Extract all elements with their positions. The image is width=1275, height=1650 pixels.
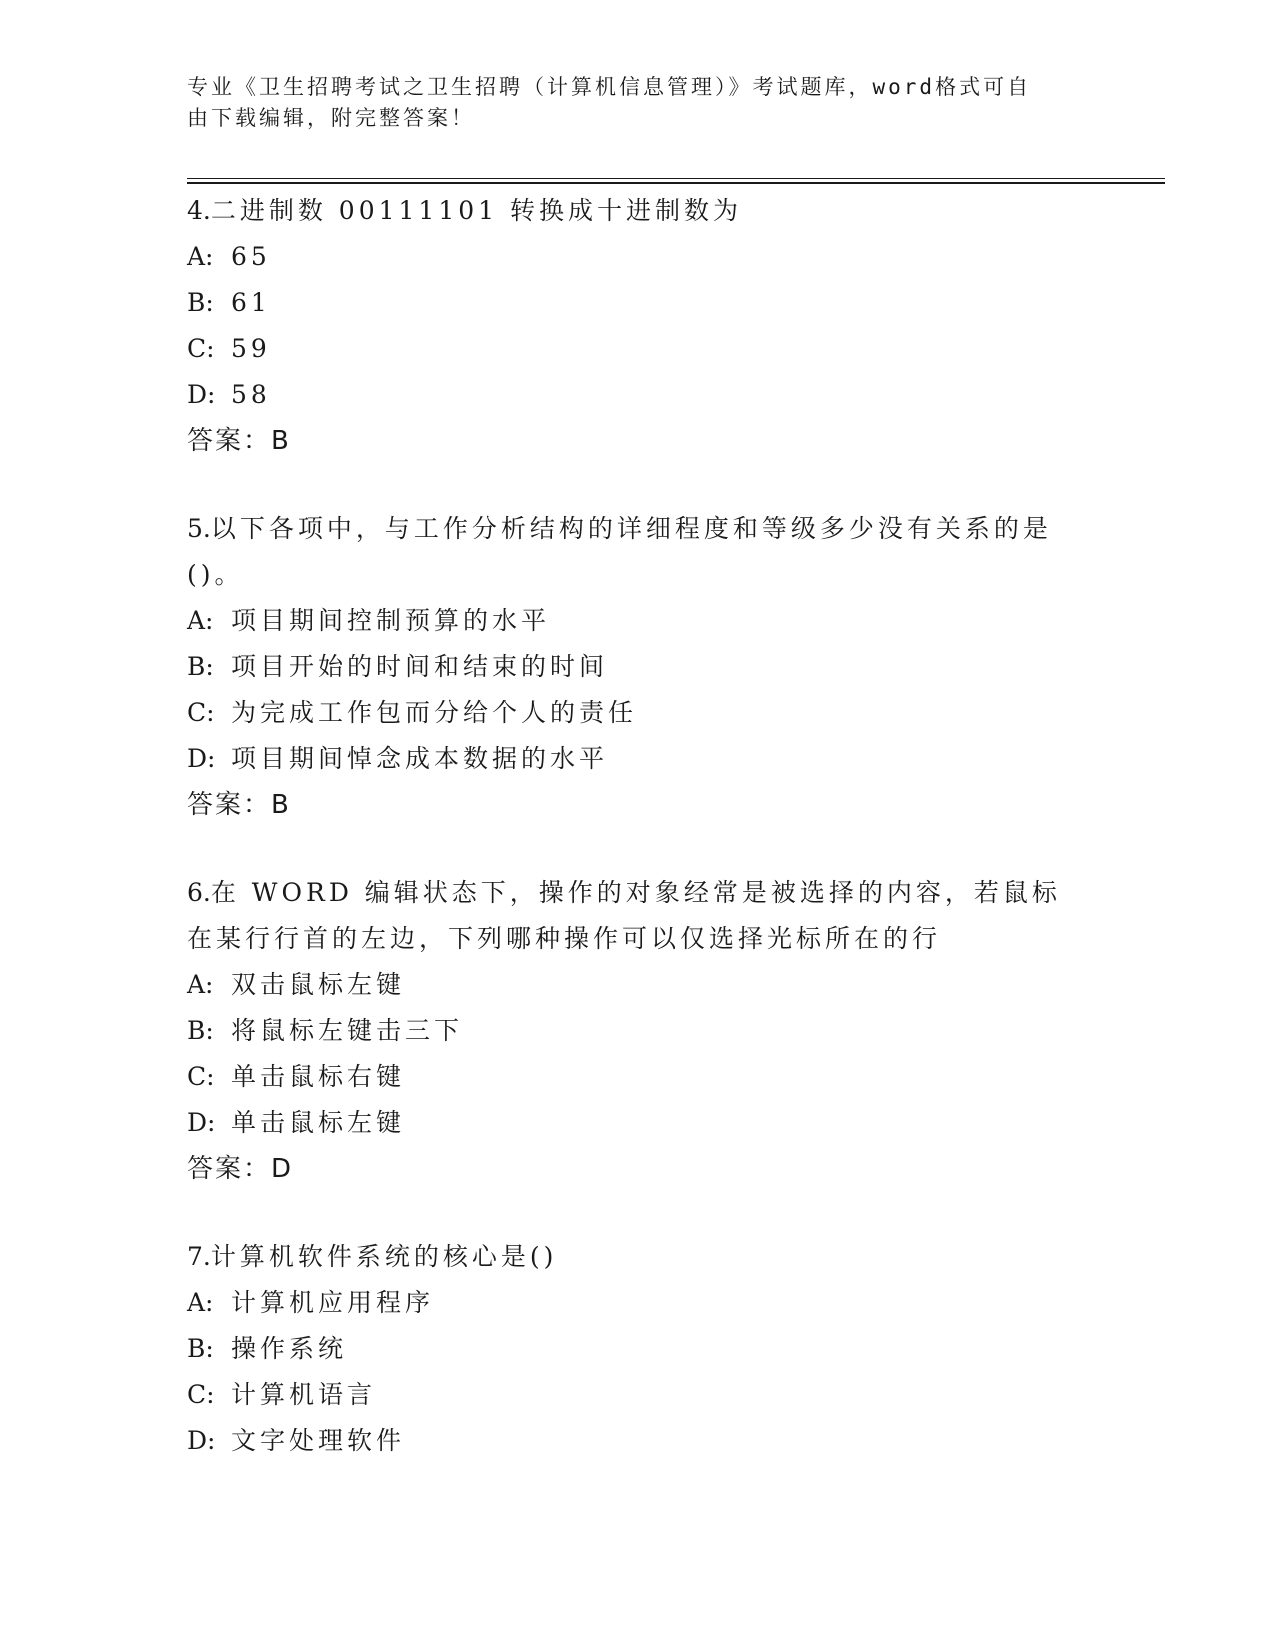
option-d (187, 1100, 1087, 1146)
question-text: 以下各项中，与工作分析结构的详细程度和等级多少没有关系的是()。 (187, 514, 1052, 589)
option-text: 将鼠标左键击三下 (231, 1016, 464, 1045)
question-number: 7. (187, 1242, 211, 1271)
question-title (187, 188, 1087, 234)
question-5 (187, 506, 1087, 828)
option-letter: D: (187, 1426, 216, 1455)
question-list (187, 188, 1087, 1506)
question-4 (187, 188, 1087, 464)
option-letter: B: (187, 1334, 214, 1363)
option-text: 文字处理软件 (231, 1426, 406, 1455)
option-text: 计算机应用程序 (231, 1288, 435, 1317)
option-b (187, 1008, 1087, 1054)
option-text: 双击鼠标左键 (231, 970, 406, 999)
header-line-2: 由下载编辑，附完整答案！ (187, 106, 475, 130)
option-letter: B: (187, 652, 214, 681)
option-a (187, 962, 1087, 1008)
option-text: 项目期间控制预算的水平 (231, 606, 551, 635)
question-number: 4. (187, 196, 211, 225)
option-text: 61 (231, 288, 271, 317)
option-a (187, 598, 1087, 644)
option-letter: A: (187, 606, 214, 635)
option-letter: D: (187, 744, 216, 773)
question-number: 5. (187, 514, 211, 543)
option-letter: A: (187, 242, 214, 271)
option-letter: C: (187, 334, 215, 363)
option-text: 项目开始的时间和结束的时间 (231, 652, 609, 681)
option-c (187, 1054, 1087, 1100)
option-letter: C: (187, 1062, 215, 1091)
option-c (187, 690, 1087, 736)
question-title (187, 506, 1087, 598)
option-text: 单击鼠标左键 (231, 1108, 406, 1137)
option-letter: C: (187, 698, 215, 727)
option-text: 操作系统 (231, 1334, 348, 1363)
option-d (187, 736, 1087, 782)
header-divider-thick (187, 182, 1165, 184)
option-text: 65 (231, 242, 271, 271)
option-text: 项目期间悼念成本数据的水平 (231, 744, 609, 773)
option-letter: D: (187, 380, 216, 409)
option-a (187, 1280, 1087, 1326)
option-d (187, 1418, 1087, 1464)
option-b (187, 644, 1087, 690)
question-number: 6. (187, 878, 211, 907)
question-6 (187, 870, 1087, 1192)
option-text: 58 (231, 380, 271, 409)
option-c (187, 1372, 1087, 1418)
option-b (187, 1326, 1087, 1372)
option-a (187, 234, 1087, 280)
answer-label: 答案：B (187, 790, 291, 820)
option-text: 计算机语言 (231, 1380, 377, 1409)
option-letter: A: (187, 970, 214, 999)
option-b (187, 280, 1087, 326)
answer-label: 答案：B (187, 426, 291, 456)
option-letter: A: (187, 1288, 214, 1317)
option-text: 单击鼠标右键 (231, 1062, 406, 1091)
option-letter: B: (187, 288, 214, 317)
option-letter: B: (187, 1016, 214, 1045)
question-text: 计算机软件系统的核心是() (210, 1242, 558, 1271)
option-text: 为完成工作包而分给个人的责任 (231, 698, 638, 727)
question-title (187, 870, 1087, 962)
question-title (187, 1234, 1087, 1280)
option-d (187, 372, 1087, 418)
document-header (187, 72, 1067, 134)
option-c (187, 326, 1087, 372)
question-text: 在 WORD 编辑状态下，操作的对象经常是被选择的内容，若鼠标在某行行首的左边，下列哪种操作可以仅选择光标所在的行 (187, 878, 1061, 953)
header-divider-thin (187, 178, 1165, 179)
question-text: 二进制数 00111101 转换成十进制数为 (210, 196, 743, 225)
answer-label: 答案：D (187, 1154, 294, 1184)
option-letter: C: (187, 1380, 215, 1409)
header-line-1: 专业《卫生招聘考试之卫生招聘（计算机信息管理）》考试题库，word格式可自 (187, 75, 1032, 99)
option-letter: D: (187, 1108, 216, 1137)
option-text: 59 (231, 334, 271, 363)
question-7 (187, 1234, 1087, 1464)
